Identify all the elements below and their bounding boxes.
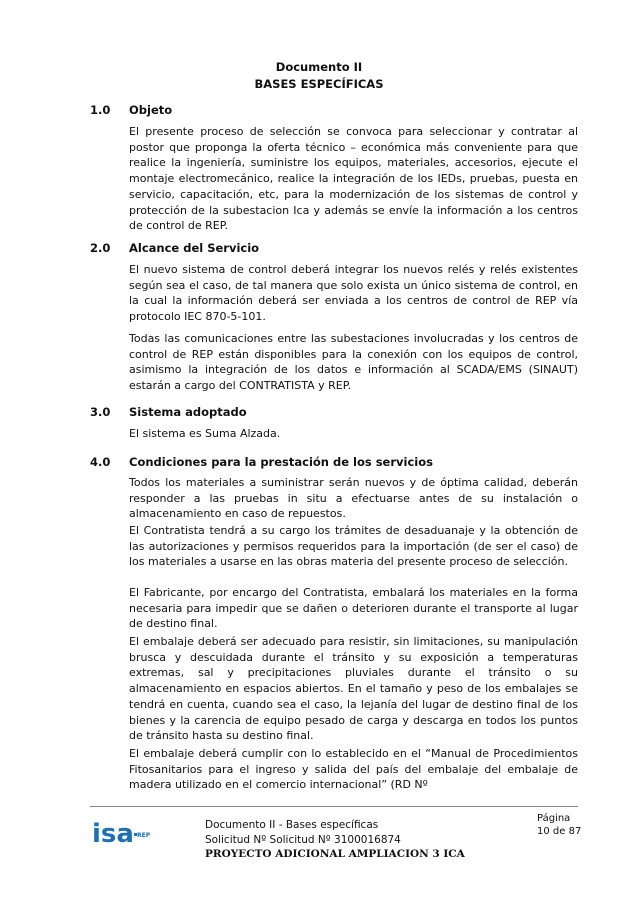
paragraph: El nuevo sistema de control deberá integrar los nuevos relés y relés existentes según sea el caso, de tal manera que solo exista un único sistema de control, en la cual la información deberá ser enviada a los centros de control de REP vía protocolo IEC 870-5-101. <box>129 263 578 324</box>
footer-line-2: Solicitud Nº Solicitud Nº 3100016874 <box>205 833 401 846</box>
section-title: Objeto <box>129 103 173 117</box>
paragraph: El embalaje deberá cumplir con lo establecido en el “Manual de Procedimientos Fitosanitarios para el ingreso y salida del país del embalaje del embalaje de madera utilizado en el comercio internacional” (RD Nº <box>129 747 578 792</box>
section-number: 4.0 <box>90 455 111 469</box>
footer-divider <box>90 806 578 807</box>
section-title: Alcance del Servicio <box>129 241 260 255</box>
page-number <box>537 812 581 838</box>
footer-line-1: Documento II - Bases específicas <box>205 819 379 831</box>
section-heading-sistema <box>90 404 247 420</box>
page-value: 10 de 87 <box>537 826 582 837</box>
paragraph: Todos los materiales a suministrar serán nuevos y de óptima calidad, deberán responder a las pruebas in situ a efectuarse antes de su instalación o almacenamiento en caso de repuestos. <box>129 476 578 521</box>
section-heading-objeto <box>90 102 172 118</box>
paragraph: El sistema es Suma Alzada. <box>129 427 281 440</box>
footer-info <box>205 818 465 862</box>
document-title <box>0 59 638 93</box>
paragraph: El Contratista tendrá a su cargo los trámites de desaduanaje y la obtención de las autorizaciones y permisos requeridos para la importación (de ser el caso) de los materiales a usarse en las obras materia del presente proceso de selección. <box>129 524 578 569</box>
footer-line-3: PROYECTO ADICIONAL AMPLIACION 3 ICA <box>205 848 465 860</box>
isa-rep-logo <box>92 818 152 848</box>
paragraph: Todas las comunicaciones entre las subestaciones involucradas y los centros de control de REP están disponibles para la conexión con los equipos de control, asimismo la integración de los datos e información al SCADA/EMS (SINAUT) estarán a cargo del CONTRATISTA y REP. <box>129 332 578 393</box>
paragraph: El presente proceso de selección se convoca para seleccionar y contratar al postor que proponga la oferta técnico – económica más conveniente para que realice la ingeniería, suministre los equipos, materiales, accesorios, ejecute el montaje electromecánico, realice la integración de los IEDs, pruebas, puesta en servicio, capacitación, etc, para la modernización de los sistemas de control y protección de la subestacion Ica y además se envíe la información a los centros de control de REP. <box>129 125 578 233</box>
section-title: Sistema adoptado <box>129 405 247 419</box>
section-number: 2.0 <box>90 241 111 255</box>
section-heading-alcance <box>90 240 259 256</box>
title-line-1: Documento II <box>275 60 363 74</box>
page-label: Página <box>537 813 571 824</box>
title-line-2: BASES ESPECÍFICAS <box>254 77 384 91</box>
section-number: 1.0 <box>90 103 111 117</box>
section-heading-condiciones <box>90 454 433 470</box>
section-number: 3.0 <box>90 405 111 419</box>
logo-subtext: REP <box>137 832 151 839</box>
paragraph: El embalaje deberá ser adecuado para resistir, sin limitaciones, su manipulación brusca y descuidada durante el tránsito y su exposición a temperaturas extremas, sal y precipitaciones pluviales durante el tránsito o su almacenamiento en espacios abiertos. En el tamaño y peso de los embalajes se tendrá en cuenta, cuando sea el caso, la lejanía del lugar de destino final de los bienes y la carencia de equipo pesado de carga y descarga en todos los puntos de tránsito hasta su destino final. <box>129 635 578 743</box>
paragraph: El Fabricante, por encargo del Contratista, embalará los materiales en la forma necesaria para impedir que se dañen o deterioren durante el transporte al lugar de destino final. <box>129 586 578 631</box>
section-title: Condiciones para la prestación de los servicios <box>129 455 433 469</box>
logo-text: isa <box>92 819 134 848</box>
